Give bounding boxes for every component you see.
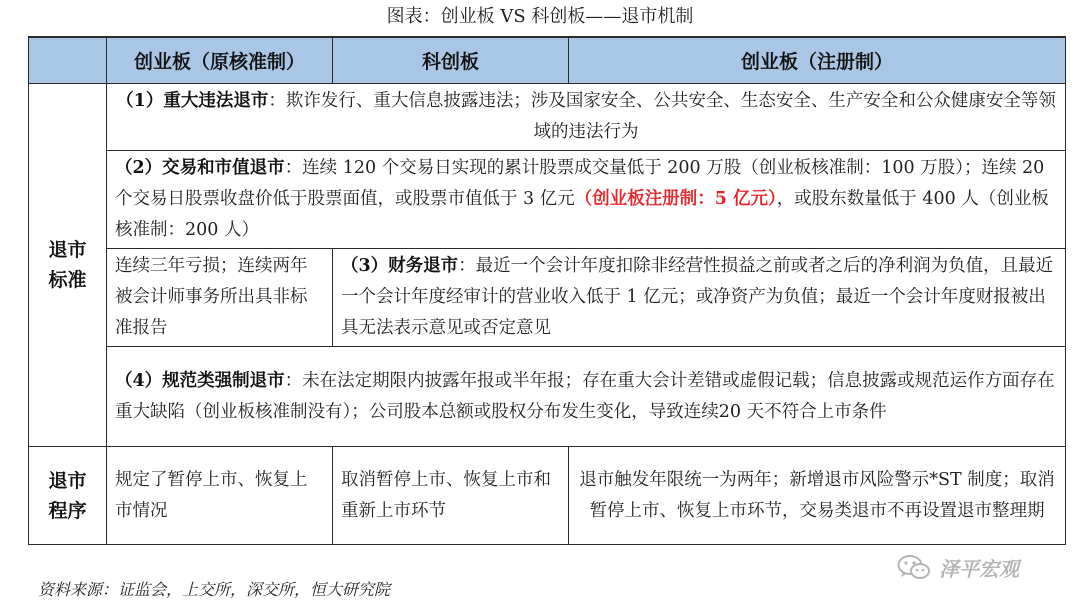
- trading-heading: （2）交易和市值退市: [115, 158, 285, 178]
- criteria-row-financial: [29, 249, 1066, 347]
- header-gem-approval: 创业板（原核准制）: [107, 37, 333, 84]
- trading-text-b: ，或股东数量低于 400 人（创业板核准制：200 人）: [115, 189, 1049, 240]
- criteria-label-line2: 标准: [48, 269, 87, 291]
- financial-gem-approval-cell: 连续三年亏损；连续两年被会计师事务所出具非标准报告: [107, 249, 333, 347]
- major-violation-heading: （1）重大违法退市: [116, 91, 269, 111]
- procedure-gem-approval: 规定了暂停上市、恢复上市情况: [107, 447, 333, 545]
- wechat-icon: [897, 554, 931, 582]
- major-violation-text: ：欺诈发行、重大信息披露违法；涉及国家安全、公共安全、生态安全、生产安全和公众健康安全等领域的违法行为: [268, 91, 1056, 142]
- watermark-text: 泽平宏观: [939, 557, 1019, 581]
- major-violation-cell: [107, 84, 1066, 151]
- procedure-gem-registration: 退市触发年限统一为两年；新增退市风险警示*ST 制度；取消暂停上市、恢复上市环节，交易类退市不再设置退市整理期: [569, 447, 1066, 545]
- criteria-label: [29, 84, 107, 447]
- procedure-star-market: 取消暂停上市、恢复上市和重新上市环节: [333, 447, 569, 545]
- procedure-label-line2: 程序: [48, 499, 87, 522]
- header-corner: [29, 37, 107, 84]
- procedure-row: [29, 447, 1066, 545]
- criteria-row-major-violation: [29, 84, 1066, 151]
- financial-cell: [333, 249, 1066, 347]
- source-note: 资料来源：证监会，上交所，深交所，恒大研究院: [38, 580, 391, 599]
- figure-title: 图表：创业板 VS 科创板——退市机制: [386, 6, 694, 27]
- financial-text: ：最近一个会计年度扣除非经营性损益之前或者之后的净利润为负值，且最近一个会计年度经审计的营业收入低于 1 亿元；或净资产为负值；最近一个会计年度财报被出具无法表示意见或否定意见: [341, 256, 1054, 338]
- compliance-cell: [107, 347, 1066, 447]
- trading-highlight: （创业板注册制：5 亿元）: [574, 189, 777, 209]
- trading-cell: [107, 151, 1066, 249]
- criteria-label-line1: 退市: [48, 239, 87, 261]
- header-gem-registration: 创业板（注册制）: [569, 37, 1066, 84]
- criteria-row-trading: [29, 151, 1066, 249]
- financial-heading: （3）财务退市: [341, 256, 459, 276]
- compliance-text: ：未在法定期限内披露年报或半年报；存在重大会计差错或虚假记载；信息披露或规范运作方面存在重大缺陷（创业板核准制没有）；公司股本总额或股权分布发生变化，导致连续20 天不符合上市条件: [115, 370, 1055, 422]
- watermark: [897, 553, 1019, 582]
- compliance-heading: （4）规范类强制退市: [115, 370, 285, 391]
- header-star-market: 科创板: [333, 37, 569, 84]
- trading-text-a: ：连续 120 个交易日实现的累计股票成交量低于 200 万股（创业板核准制：100 万股）；连续 20 个交易日股票收盘价低于股票面值，或股票市值低于 3 亿元: [115, 158, 1045, 209]
- header-row: [29, 37, 1066, 84]
- delisting-comparison-table: [28, 36, 1066, 545]
- criteria-row-compliance: [29, 347, 1066, 447]
- procedure-label: [29, 447, 107, 545]
- procedure-label-line1: 退市: [48, 469, 87, 492]
